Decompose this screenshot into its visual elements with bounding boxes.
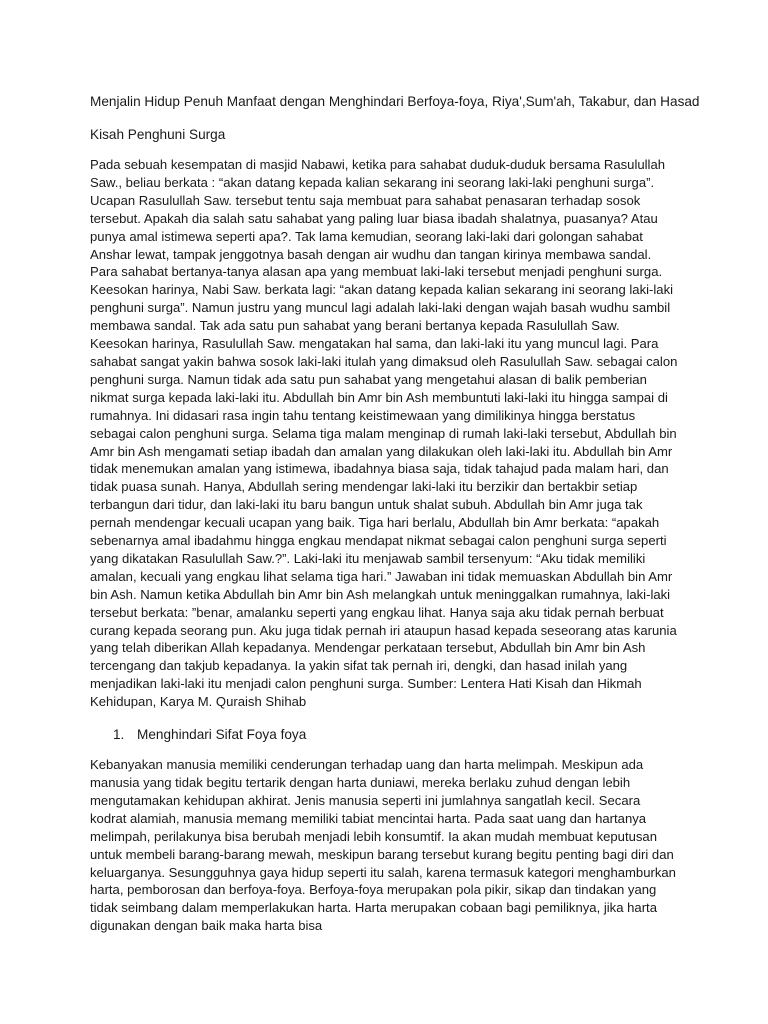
list-number: 1. [113, 727, 125, 743]
story-paragraph: Pada sebuah kesempatan di masjid Nabawi, ketika para sahabat duduk-duduk bersama Rasulullah Saw., beliau berkata : “akan datang kepada kalian sekarang ini seorang laki-laki penghuni surga”. Ucapan Rasulullah Saw. tersebut tentu saja membuat para sahabat penasaran terhadap sosok tersebut. Apakah dia salah satu sahabat yang paling luar biasa ibadah shalatnya, puasanya? Atau punya amal istimewa seperti apa?. Tak lama kemudian, seorang laki-laki dari golongan sahabat Anshar lewat, tampak jenggotnya basah dengan air wudhu dan tangan kirinya membawa sandal. Para sahabat bertanya-tanya alasan apa yang membuat laki-laki tersebut menjadi penghuni surga. Keesokan harinya, Nabi Saw. berkata lagi: “akan datang kepada kalian sekarang ini seorang laki-laki penghuni surga”. Namun justru yang muncul lagi adalah laki-laki dengan wajah basah wudhu sambil membawa sandal. Tak ada satu pun sahabat yang berani bertanya kepada Rasulullah Saw. Keesokan harinya, Rasulullah Saw. mengatakan hal sama, dan laki-laki itu yang muncul lagi. Para sahabat sangat yakin bahwa sosok laki-laki itulah yang dimaksud oleh Rasulullah Saw. sebagai calon penghuni surga. Namun tidak ada satu pun sahabat yang mengetahui alasan di balik pemberian nikmat surga kepada laki-laki itu. Abdullah bin Amr bin Ash membuntuti laki-laki itu hingga sampai di rumahnya. Ini didasari rasa ingin tahu tentang keistimewaan yang dimilikinya hingga berstatus sebagai calon penghuni surga. Selama tiga malam menginap di rumah laki-laki tersebut, Abdullah bin Amr bin Ash mengamati setiap ibadah dan amalan yang dilakukan oleh laki-laki itu. Abdullah bin Amr tidak menemukan amalan yang istimewa, ibadahnya biasa saja, tidak tahajud pada malam hari, dan tidak puasa sunah. Hanya, Abdullah sering mendengar laki-laki itu berzikir dan bertakbir setiap terbangun dari tidur, dan laki-laki itu baru bangun untuk shalat subuh. Abdullah bin Amr juga tak pernah mendengar kecuali ucapan yang baik. Tiga hari berlalu, Abdullah bin Amr berkata: “apakah sebenarnya amal ibadahmu hingga engkau mendapat nikmat sebagai calon penghuni surga seperti yang dikatakan Rasulullah Saw.?”. Laki-laki itu menjawab sambil tersenyum: “Aku tidak memiliki amalan, kecuali yang engkau lihat selama tiga hari.” Jawaban ini tidak memuaskan Abdullah bin Amr bin Ash. Namun ketika Abdullah bin Amr bin Ash melangkah untuk meninggalkan rumahnya, laki-laki tersebut berkata: ”benar, amalanku seperti yang engkau lihat. Hanya saja aku tidak pernah berbuat curang kepada seorang pun. Aku juga tidak pernah iri ataupun hasad kepada seseorang atas karunia yang telah diberikan Allah kepadanya. Mendengar perkataan tersebut, Abdullah bin Amr bin Ash tercengang dan takjub kepadanya. Ia yakin sifat tak pernah iri, dengki, dan hasad inilah yang menjadikan laki-laki itu menjadi calon penghuni surga. Sumber: Lentera Hati Kisah dan Hikmah Kehidupan, Karya M. Quraish Shihab [90, 157, 678, 710]
section-heading: Kisah Penghuni Surga [90, 127, 226, 142]
document-title: Menjalin Hidup Penuh Manfaat dengan Menghindari Berfoya-foya, Riya',Sum'ah, Takabur, dan Hasad [90, 94, 700, 109]
list-heading-label: Menghindari Sifat Foya foya [137, 727, 307, 743]
document-body [90, 92, 700, 949]
numbered-heading [90, 725, 680, 744]
body-paragraph: Kebanyakan manusia memiliki cenderungan terhadap uang dan harta melimpah. Meskipun ada manusia yang tidak begitu tertarik dengan harta duniawi, mereka berlaku zuhud dengan lebih mengutamakan kehidupan akhirat. Jenis manusia seperti ini jumlahnya sangatlah kecil. Secara kodrat alamiah, manusia memang memiliki tabiat mencintai harta. Pada saat uang dan hartanya melimpah, perilakunya bisa berubah menjadi lebih konsumtif. Ia akan mudah membuat keputusan untuk membeli barang-barang mewah, meskipun barang tersebut kurang begitu penting bagi diri dan keluarganya. Sesungguhnya gaya hidup seperti itu salah, karena termasuk kategori menghamburkan harta, pemborosan dan berfoya-foya. Berfoya-foya merupakan pola pikir, sikap dan tindakan yang tidak seimbang dalam memperlakukan harta. Harta merupakan cobaan bagi pemiliknya, jika harta digunakan dengan baik maka harta bisa [90, 757, 676, 934]
